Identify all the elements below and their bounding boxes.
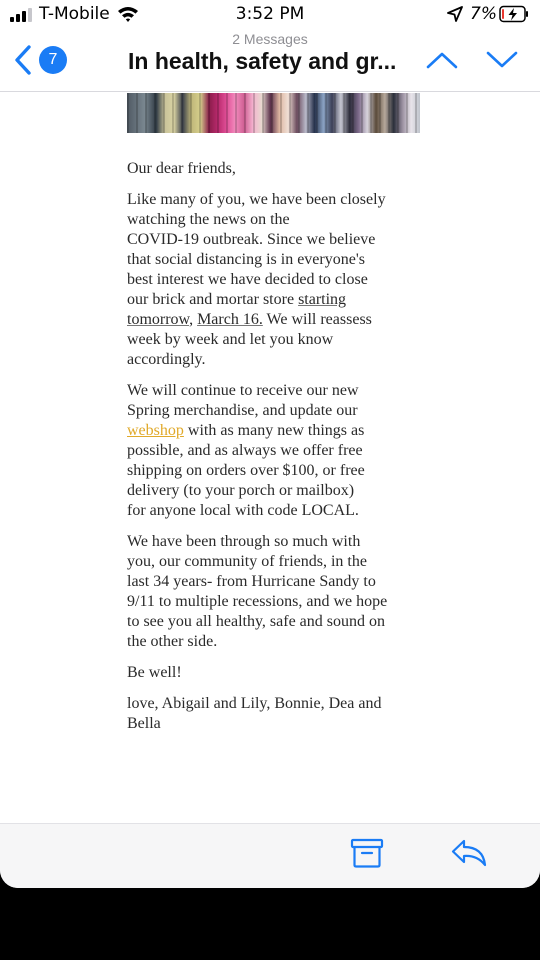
bottom-toolbar: [0, 823, 540, 888]
unread-count-badge[interactable]: 7: [39, 46, 67, 74]
message-header: [0, 30, 540, 92]
carrier-name: T-Mobile: [39, 4, 110, 24]
closing-line: Be well!: [127, 664, 182, 681]
archive-icon[interactable]: [350, 837, 384, 869]
message-count: 2 Messages: [232, 31, 308, 47]
chevron-left-icon[interactable]: [12, 44, 34, 76]
email-subject: In health, safety and gr...: [128, 48, 397, 74]
chevron-up-icon[interactable]: [426, 50, 458, 70]
battery-charging-icon: [499, 5, 529, 23]
date-link-march-16[interactable]: March 16.: [197, 311, 263, 328]
clock: 3:52 PM: [235, 4, 305, 24]
signoff: love, Abigail and Lily, Bonnie, Dea and Bella: [127, 695, 382, 732]
date-link-starting[interactable]: starting: [298, 291, 347, 308]
banner-image: [127, 93, 420, 133]
email-message: [127, 159, 427, 745]
location-arrow-icon: [447, 6, 463, 22]
status-bar: [0, 0, 540, 30]
webshop-link[interactable]: webshop: [127, 422, 184, 439]
paragraph-closing-notice: Like many of you, we have been closely watching the news on the COVID-19 outbreak. Since we believe that social distancing is in everyone's best interest we have decided to close our brick and mortar store starting tomorrow, March 16. We will reassess week by week and let you know accordingly.: [127, 191, 386, 368]
chevron-down-icon[interactable]: [486, 50, 518, 70]
paragraph-webshop: We will continue to receive our new Spring merchandise, and update our webshop with as many new things as possible, and as always we offer free shipping on orders over $100, or free delivery (to your porch or mailbox) for anyone local with code LOCAL.: [127, 382, 365, 519]
date-link-tomorrow[interactable]: tomorrow: [127, 311, 190, 328]
paragraph-community: We have been through so much with you, our community of friends, in the last 34 years- from Hurricane Sandy to 9/11 to multiple recessions, and we hope to see you all healthy, safe and sound on the other side.: [127, 533, 388, 650]
greeting: Our dear friends,: [127, 160, 236, 177]
reply-icon[interactable]: [450, 838, 488, 868]
email-body[interactable]: [0, 93, 540, 823]
battery-percentage: 7%: [470, 4, 497, 24]
